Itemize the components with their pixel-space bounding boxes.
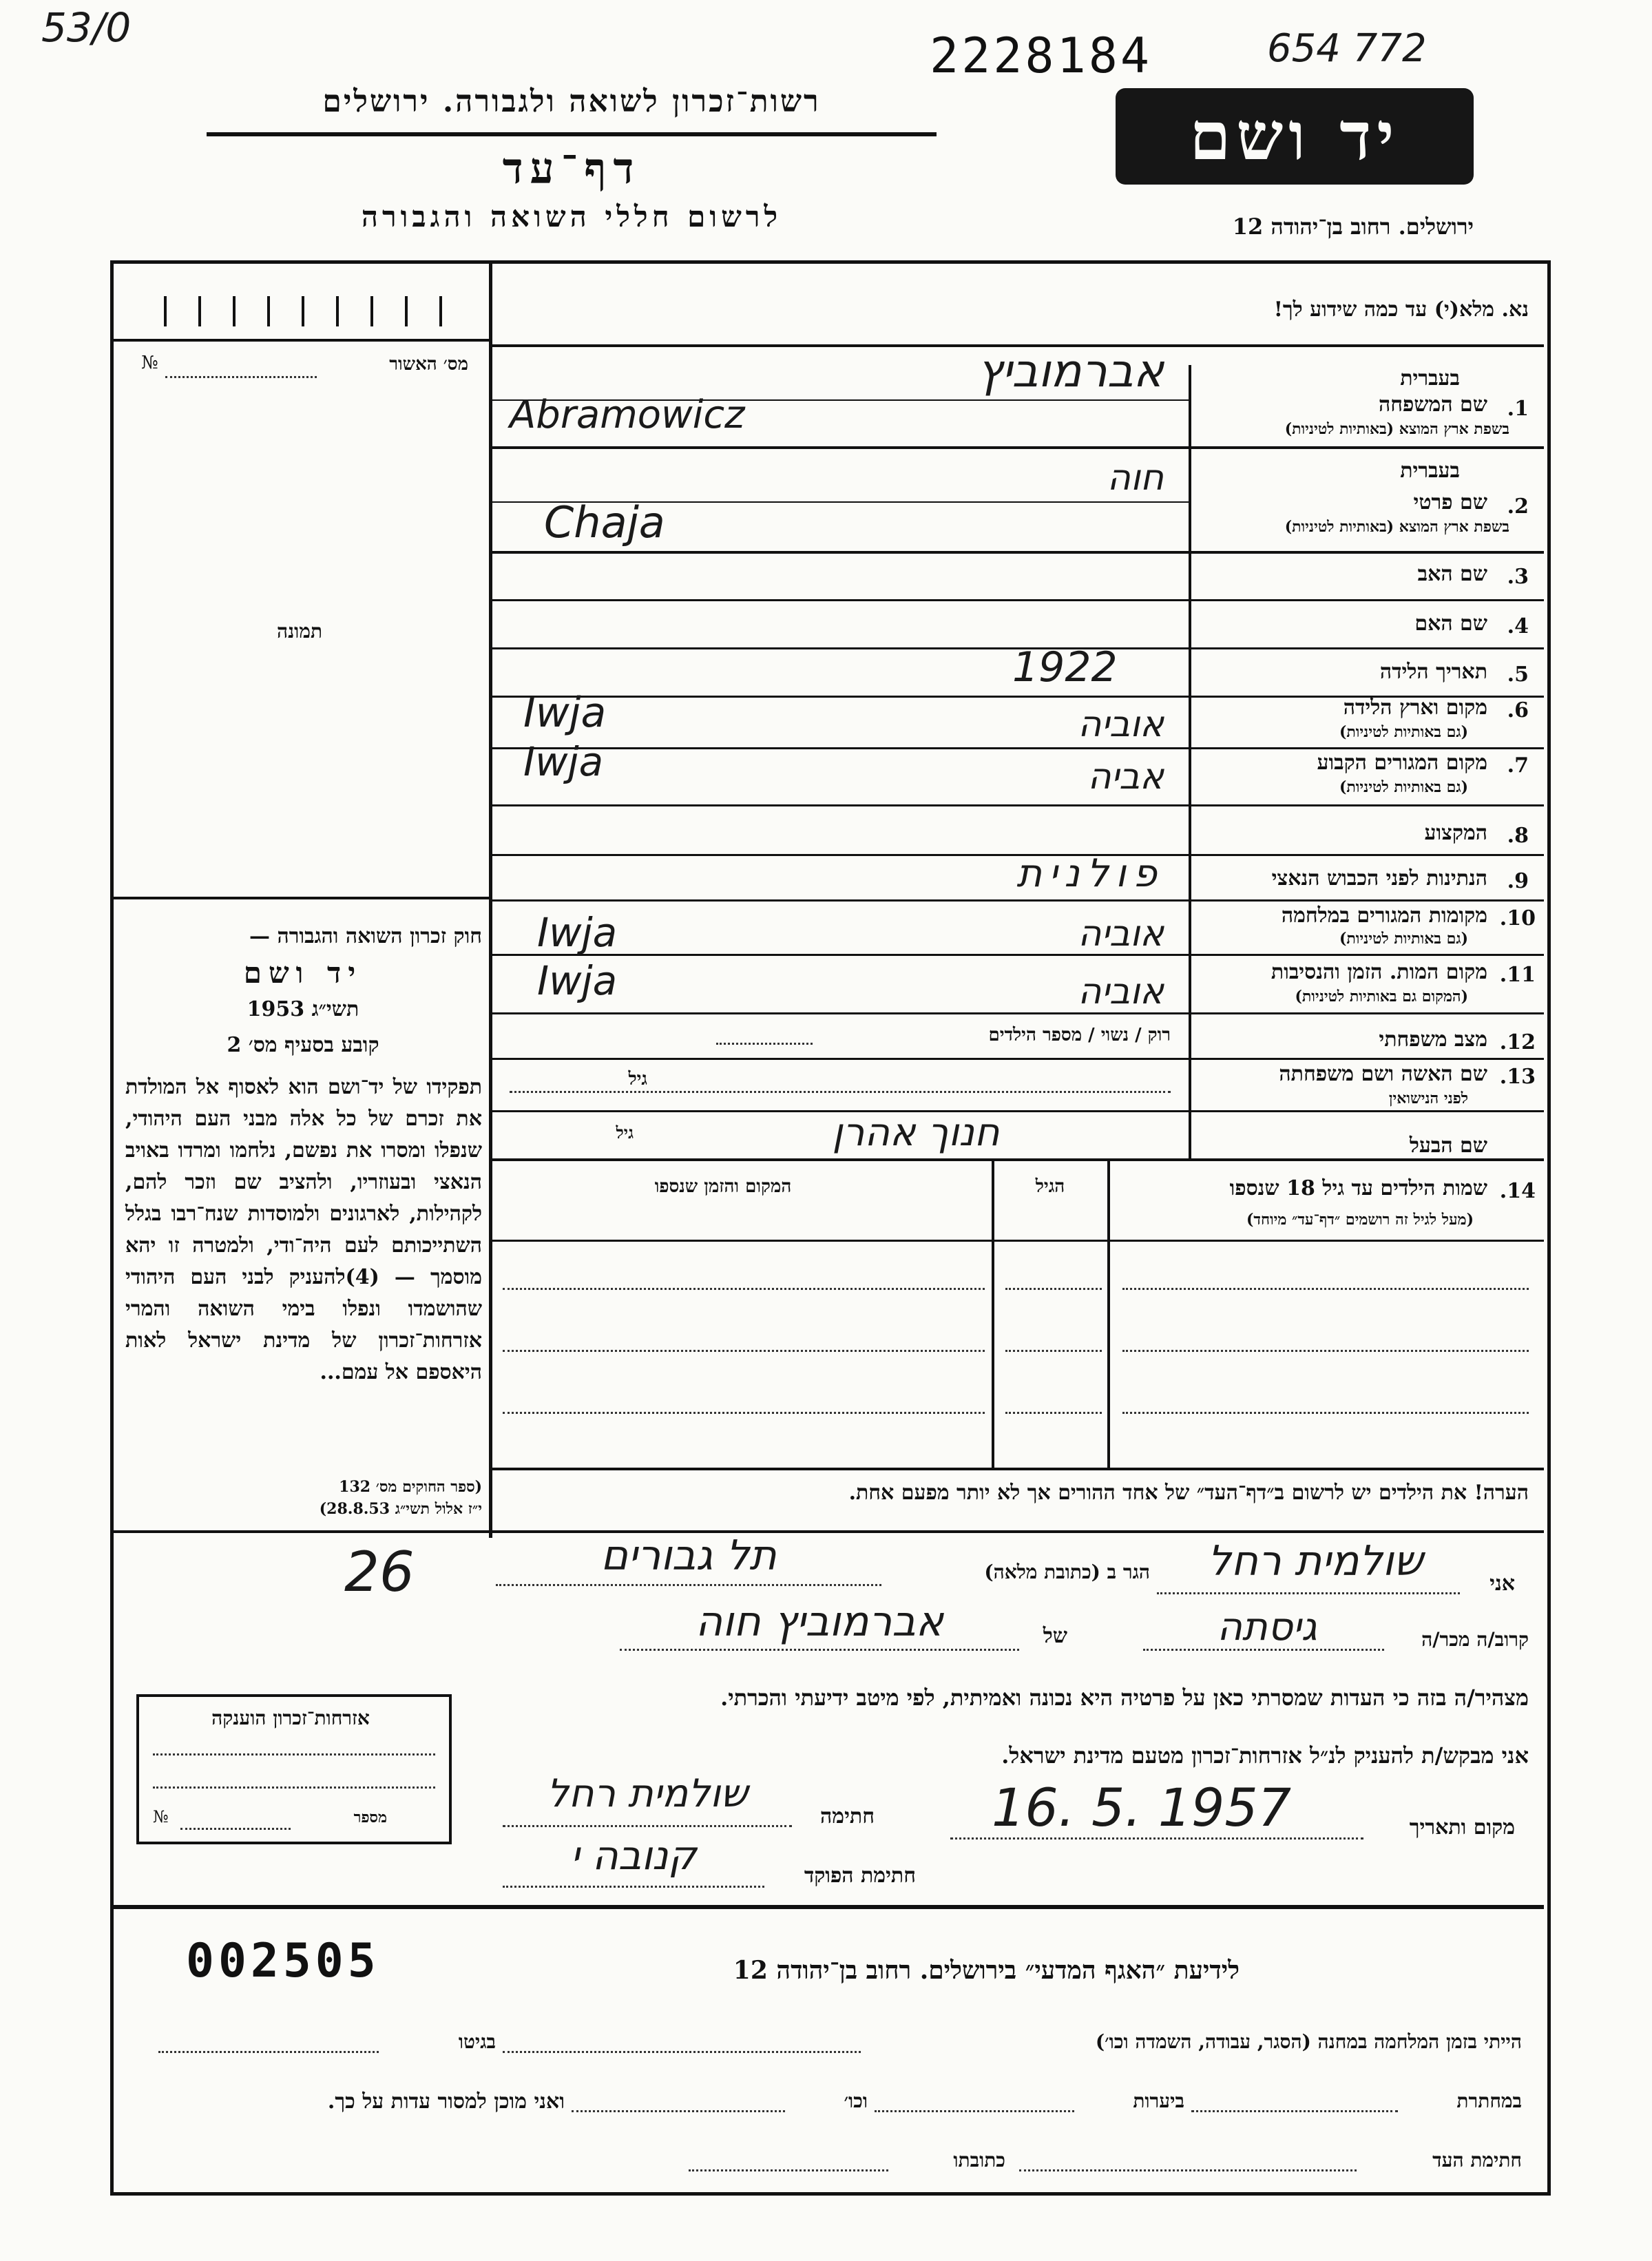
row-sep xyxy=(491,1158,1544,1161)
children-row-line[interactable] xyxy=(1005,1350,1102,1352)
decl-officer-label: חתימת הפוקד xyxy=(804,1864,916,1888)
field-11-num: 11. xyxy=(1499,963,1536,987)
corner-mark-left: 53/0 xyxy=(41,4,132,51)
field-6-value-hebrew[interactable]: אוביה xyxy=(1078,704,1164,745)
row-sep xyxy=(491,446,1544,449)
children-row-line[interactable] xyxy=(503,1295,1652,1297)
bottom-line3-field-b[interactable] xyxy=(689,2169,888,2171)
intro-instruction: נא. מלא(י) עד כמה שידוע לך! xyxy=(1273,298,1529,322)
law-text: תפקידו של יד־ושם הוא לאסוף אל המולדת את זכרם של כל אלה מבני העם היהודי, שנפלו ומסרו את נפשם, נלחמו ומרדו באויב הנאצי ובעוזריו, ולהציב שם וזכר להם, לקהילות, לארגונים ולמוסדות שנח־רבו בגלל השתייכותם לעם היה־ודי, ולמטרה זו יהא מוסמך — (4)להעניק לבני העם היהודי שהושמדו ונפלו בימי השואה והמרי אזרחות־זכרון של מדינת ישראל לאות היאספם אל עמם... xyxy=(125,1075,482,1384)
row-sep xyxy=(491,804,1544,806)
field-11-value-hebrew[interactable]: אוביה xyxy=(1078,971,1164,1012)
decl-place-date-line[interactable] xyxy=(950,1837,1363,1840)
field-9-value[interactable]: פולנית xyxy=(1016,851,1164,896)
decl-statement: מצהיר/ה בזה כי העדות שמסרתי כאן על פרטיה היא נכונה ואמיתית, לפי מיטב ידיעתי והכרתי. xyxy=(720,1685,1529,1711)
approval-row-bottom xyxy=(114,339,491,342)
law-section: קובע בסעיף מס׳ 2 xyxy=(227,1033,379,1057)
bottom-line1-field[interactable] xyxy=(503,2051,861,2053)
decl-residing-value[interactable]: תל גבורים xyxy=(600,1532,777,1580)
children-col-divider-2 xyxy=(992,1161,994,1468)
header-address: ירושלים. רחוב בן־יהודה 12 xyxy=(1232,213,1474,240)
field-7-num: 7. xyxy=(1507,753,1529,778)
field-7-value-hebrew[interactable]: אביה xyxy=(1087,756,1164,798)
law-reference-2: י״ז אלול תשי״ג 28.8.53) xyxy=(319,1500,482,1518)
field-9-num: 9. xyxy=(1507,869,1529,893)
field-2-num: 2. xyxy=(1507,494,1529,519)
field-4-label: שם האם xyxy=(1414,612,1487,636)
children-row-line[interactable] xyxy=(503,1350,985,1352)
photo-label: תמונה xyxy=(276,620,323,643)
field-1-lang-label: בעברית xyxy=(1400,366,1460,390)
field-12-label: מצב משפחתי xyxy=(1379,1028,1487,1052)
children-row-line[interactable] xyxy=(1122,1350,1529,1352)
children-label: שמות הילדים עד גיל 18 שנספו xyxy=(1229,1176,1487,1200)
field-5-value[interactable]: 1922 xyxy=(1012,643,1118,691)
law-reference-1: (ספר החוקים מס׳ 132 xyxy=(339,1478,482,1496)
field-10-num: 10. xyxy=(1499,906,1536,930)
approval-number-ticks xyxy=(158,296,461,326)
bottom-notice: לידיעת ״האגף המדעי״ בירושלים. רחוב בן־יהודה 12 xyxy=(733,1956,1240,1985)
note-text: הערה! את הילדים יש לרשום ב״דף־העד״ של אחד ההורים אך לא יותר מפעם אחת. xyxy=(848,1481,1529,1505)
field-10-value-hebrew[interactable]: אוביה xyxy=(1078,913,1164,955)
citizenship-line-2[interactable] xyxy=(153,1786,435,1789)
bottom-line3-a: חתימת העד xyxy=(1432,2149,1522,2171)
bottom-line2-c: וכו׳ xyxy=(844,2090,868,2112)
field-12-num: 12. xyxy=(1499,1030,1536,1054)
logo-text: יד ושם xyxy=(1189,97,1400,175)
field-7-label: מקום המגורים הקבוע xyxy=(1317,751,1487,775)
children-age-col: הגיל xyxy=(1035,1176,1065,1197)
bottom-line1-text: הייתי בזמן המלחמה במחנה (הסגר, עבודה, השמדה וכו׳) xyxy=(1095,2030,1522,2053)
serial-number: 002505 xyxy=(186,1934,380,1988)
corner-mark-right: 654 772 xyxy=(1267,26,1427,71)
citizenship-number-line[interactable] xyxy=(180,1828,291,1830)
field-10-label: מקומות המגורים במלחמה xyxy=(1281,904,1487,928)
note-top-sep xyxy=(491,1468,1544,1470)
field-3-num: 3. xyxy=(1507,565,1529,589)
bottom-line3-field-a[interactable] xyxy=(1019,2169,1357,2171)
tick-marks-graphic xyxy=(158,296,461,326)
logo xyxy=(1116,88,1474,185)
field-7-sub: (גם באותיות לטיניות) xyxy=(1339,778,1468,796)
bottom-line3-b: כתובתו xyxy=(953,2149,1005,2171)
law-year: תשי״ג 1953 xyxy=(247,997,359,1021)
decl-place-date-label: מקום ותאריך xyxy=(1409,1815,1515,1840)
law-name: יד ושם xyxy=(243,956,363,990)
decl-officer-line[interactable] xyxy=(503,1886,764,1888)
children-row-line[interactable] xyxy=(1005,1412,1102,1414)
citizenship-number-label: מספר xyxy=(353,1809,387,1826)
field-husband-value[interactable]: חנוך אהרן xyxy=(832,1110,1000,1155)
field-13-line[interactable] xyxy=(510,1091,1171,1093)
field-1-value-latin[interactable]: Abramowicz xyxy=(510,393,745,437)
form-title: דף־עד xyxy=(502,143,641,194)
document-number: 2228184 xyxy=(930,28,1153,84)
citizenship-title: אזרחות־זכרון הוענקה xyxy=(211,1707,370,1729)
row-sep xyxy=(491,599,1544,601)
approval-number-line[interactable] xyxy=(165,376,317,378)
field-1-sub: בשפת ארץ המוצא (באותיות לטיניות) xyxy=(1284,420,1509,438)
field-4-num: 4. xyxy=(1507,614,1529,638)
bottom-line2-d: ואני מוכן למסור עדות על כך. xyxy=(327,2090,565,2114)
institution-underline xyxy=(207,132,937,136)
field-9-label: הנתינות לפני הכבוש הנאצי xyxy=(1271,866,1487,890)
decl-relative-line[interactable] xyxy=(1143,1649,1384,1651)
citizenship-line-1[interactable] xyxy=(153,1753,435,1755)
decl-request: אני מבקש/ת להעניק לנ״ל אזרחות־זכרון מטעם מדינת ישראל. xyxy=(1001,1742,1529,1769)
field-5-label: תאריך הלידה xyxy=(1379,660,1487,684)
field-8-num: 8. xyxy=(1507,824,1529,848)
form-subtitle: לרשום חללי השואה והגבורה xyxy=(361,200,782,233)
field-2-value-hebrew[interactable]: חוה xyxy=(1107,457,1164,499)
row-sep xyxy=(491,551,1544,554)
decl-margin-number: 26 xyxy=(344,1540,415,1604)
bottom-line1-end: בגיטו xyxy=(458,2030,496,2053)
bottom-line2-field-a[interactable] xyxy=(1191,2110,1398,2112)
photo-box-bottom xyxy=(114,897,491,899)
decl-i-label: אני xyxy=(1489,1572,1515,1596)
bottom-line2-field-c[interactable] xyxy=(572,2110,785,2112)
field-8-label: המקצוע xyxy=(1424,821,1487,845)
children-header-sep xyxy=(491,1240,1544,1242)
decl-relative-value[interactable]: גיסתה xyxy=(1217,1605,1317,1649)
law-title: חוק זכרון השואה והגבורה — xyxy=(249,924,482,948)
children-row-line[interactable] xyxy=(503,1288,985,1290)
decl-of-value[interactable]: אברמוביץ חוה xyxy=(695,1598,944,1646)
field-6-value-latin[interactable]: Iwja xyxy=(523,689,607,737)
label-column-divider xyxy=(1189,365,1191,1158)
children-row-line[interactable] xyxy=(1122,1288,1529,1290)
field-11-label: מקום המות. הזמן והנסיבות xyxy=(1271,960,1487,984)
bottom-section-sep xyxy=(114,1905,1544,1909)
row-sep xyxy=(491,899,1544,902)
row-sep xyxy=(491,1012,1544,1014)
children-col-divider-1 xyxy=(1107,1161,1110,1468)
field-1-num: 1. xyxy=(1507,397,1529,421)
bottom-line2-b: ביערות xyxy=(1133,2090,1184,2112)
field-6-sub: (גם באותיות לטיניות) xyxy=(1339,723,1468,741)
children-sub: (מעל לגיל זה רושמים ״דף־עד״ מיוחד) xyxy=(1246,1211,1474,1229)
decl-i-line[interactable] xyxy=(1157,1592,1460,1594)
decl-place-date-value[interactable]: 16. 5. 1957 xyxy=(992,1777,1292,1838)
decl-residing-line[interactable] xyxy=(496,1584,881,1586)
decl-residing-label: הגר ב (כתובת מלאה) xyxy=(984,1561,1150,1583)
citizenship-no: № xyxy=(153,1807,169,1826)
field-1-value-hebrew[interactable]: אברמוביץ xyxy=(977,344,1164,397)
field-13-label: שם האשה ושם משפחתה xyxy=(1279,1062,1487,1086)
field-12-options: רוק / נשוי / מספר הילדים xyxy=(988,1025,1171,1045)
bottom-line1-ghetto-field[interactable] xyxy=(158,2051,379,2053)
decl-signature-line[interactable] xyxy=(503,1825,792,1827)
field-husband-age-label: גיל xyxy=(616,1123,634,1143)
decl-officer-value[interactable]: קנובה י xyxy=(570,1832,697,1879)
children-place-col: המקום והזמן שנספו xyxy=(654,1176,792,1197)
field-husband-label: שם הבעל xyxy=(1409,1134,1487,1158)
children-row-line[interactable] xyxy=(503,1412,985,1414)
decl-of-label: של xyxy=(1043,1624,1067,1648)
row-sep xyxy=(491,747,1544,749)
field-2-label: שם פרטי xyxy=(1413,490,1487,514)
field-10-value-latin[interactable]: Iwja xyxy=(537,909,618,956)
field-7-value-latin[interactable]: Iwja xyxy=(523,738,604,785)
approval-number-label: מס׳ האשור xyxy=(389,354,468,375)
field-11-sub: (המקום גם באותיות לטיניות) xyxy=(1295,988,1468,1006)
children-row-line[interactable] xyxy=(1005,1288,1102,1290)
field-3-label: שם האב xyxy=(1417,562,1487,586)
field-13-age-label: גיל xyxy=(628,1069,647,1090)
field-6-num: 6. xyxy=(1507,698,1529,722)
decl-i-value[interactable]: שולמית רחל xyxy=(1207,1537,1423,1585)
field-2-lang-label: בעברית xyxy=(1400,459,1460,483)
field-5-num: 5. xyxy=(1507,663,1529,687)
field-6-label: מקום וארץ הלידה xyxy=(1343,696,1487,720)
field-13-num: 13. xyxy=(1499,1065,1536,1089)
institution-name: רשות־זכרון לשואה ולגבורה. ירושלים xyxy=(322,84,821,119)
bottom-line2-field-b[interactable] xyxy=(875,2110,1074,2112)
approval-number-suffix: № xyxy=(141,353,158,373)
bottom-line2-a: במחתרת xyxy=(1456,2090,1522,2112)
field-12-children-line[interactable] xyxy=(716,1043,813,1045)
field-1-label: שם המשפחה xyxy=(1378,393,1487,417)
citizenship-box xyxy=(136,1694,452,1844)
field-13-sub: לפני הנישואין xyxy=(1388,1090,1468,1107)
field-2-value-latin[interactable]: Chaja xyxy=(544,497,665,548)
decl-relative-label: קרוב/ה מכר/ה xyxy=(1421,1628,1529,1651)
field-2-sub: בשפת ארץ המוצא (באותיות לטיניות) xyxy=(1284,518,1509,536)
decl-of-line[interactable] xyxy=(620,1649,1019,1651)
field-11-value-latin[interactable]: Iwja xyxy=(537,957,618,1004)
children-num: 14. xyxy=(1499,1179,1536,1203)
decl-signature-label: חתימה xyxy=(820,1804,875,1828)
row-sep xyxy=(491,1058,1544,1060)
field-10-sub: (גם באותיות לטיניות) xyxy=(1339,930,1468,948)
children-row-line[interactable] xyxy=(1122,1412,1529,1414)
decl-signature-value[interactable]: שולמית רחל xyxy=(547,1771,748,1816)
